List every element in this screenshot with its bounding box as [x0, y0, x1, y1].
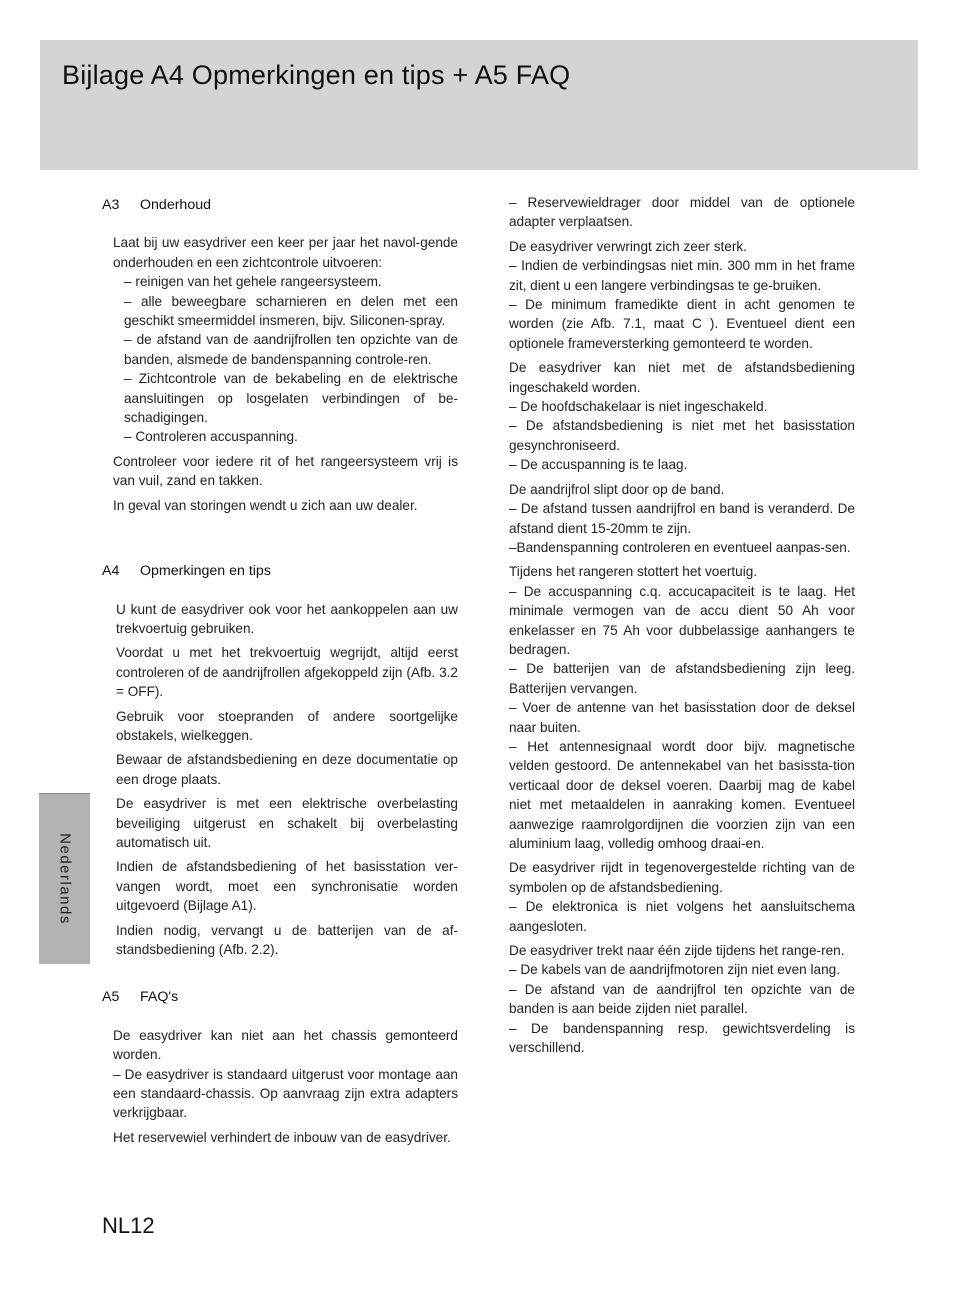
language-tab-label: Nederlands: [56, 833, 73, 925]
faq-answer: – De minimum framedikte dient in acht genomen te worden (zie Afb. 7.1, maat C ). Eventueel dient een optionele frameversterking gemonteerd te worden.: [509, 297, 855, 351]
faq-item: [509, 193, 855, 232]
faq-answer: – Indien de verbindingsas niet min. 300 mm in het frame zit, dient u een langere verbindingsas te ge-bruiken.: [509, 258, 855, 293]
faq-answer: – De batterijen van de afstandsbediening zijn leeg. Batterijen vervangen.: [509, 661, 855, 696]
section-a4-body: [102, 600, 458, 960]
section-number: A4: [102, 563, 120, 580]
list-item: – Zichtcontrole van de bekabeling en de elektrische aansluitingen op losgelaten verbindingen of be-schadigingen.: [124, 371, 458, 426]
faq-item: [509, 480, 855, 558]
faq-answer: – De kabels van de aandrijfmotoren zijn niet even lang.: [509, 962, 840, 978]
faq-item: [509, 562, 855, 853]
faq-answer: – De accuspanning is te laag.: [509, 457, 688, 473]
faq-question: De easydriver rijdt in tegenovergestelde richting van de symbolen op de afstandsbediening.: [509, 860, 855, 895]
paragraph: Laat bij uw easydriver een keer per jaar het navol-gende onderhouden en een zichtcontrole uitvoeren:: [113, 235, 458, 270]
section-title: FAQ's: [140, 989, 179, 1006]
faq-item: [113, 1026, 458, 1123]
section-number: A3: [102, 197, 120, 213]
left-column: [102, 196, 458, 1152]
list-item: – Controleren accuspanning.: [124, 429, 298, 445]
faq-answer: – Reservewieldrager door middel van de optionele adapter verplaatsen.: [509, 195, 855, 230]
faq-answer: – De easydriver is standaard uitgerust voor montage aan een standaard-chassis. Op aanvraag zijn extra adapters verkrijgbaar.: [113, 1066, 458, 1121]
paragraph: De easydriver is met een elektrische overbelasting beveiliging uitgerust en schakelt bij overbelasting automatisch uit.: [116, 796, 458, 850]
faq-item: [509, 237, 855, 353]
faq-question: De aandrijfrol slipt door op de band.: [509, 481, 725, 497]
faq-answer: – De elektronica is niet volgens het aansluitschema aangesloten.: [509, 899, 855, 934]
paragraph: Voordat u met het trekvoertuig wegrijdt, altijd eerst controleren of de aandrijfrollen afgekoppeld zijn (Afb. 3.2 = OFF).: [116, 645, 458, 700]
section-a3-body: [102, 233, 458, 515]
list-item: – de afstand van de aandrijfrollen ten opzichte van de banden, alsmede de bandenspanning controle-ren.: [124, 332, 458, 367]
faq-answer: – De afstand van de aandrijfrol ten opzichte van de banden is aan beide zijden niet parallel.: [509, 981, 855, 1017]
faq-answer: – De afstandsbediening is niet met het basisstation gesynchroniseerd.: [509, 418, 855, 453]
faq-question: Het reservewiel verhindert de inbouw van de easydriver.: [113, 1129, 451, 1145]
paragraph: Gebruik voor stoepranden of andere soortgelijke obstakels, wielkeggen.: [116, 708, 458, 743]
language-tab: [39, 793, 90, 964]
section-a5-heading: [102, 988, 458, 1007]
faq-question: De easydriver trekt naar één zijde tijdens het range-ren.: [509, 943, 845, 959]
faq-item: [509, 858, 855, 936]
faq-item: [509, 358, 855, 474]
faq-question: De easydriver kan niet aan het chassis gemonteerd worden.: [113, 1027, 458, 1063]
faq-answer: – Het antennesignaal wordt door bijv. magnetische velden gestoord. De antennekabel van het basissta-tion verticaal door de deksel voeren. Daarbij mag de kabel niet met metaaldelen in aanraking komen. Eventueel aanwezige raamrolgordijnen die voorzien zijn van een aluminium laag, volledig omhoog draai-en.: [509, 738, 855, 851]
faq-answer: – De hoofdschakelaar is niet ingeschakeld.: [509, 399, 768, 415]
page-number: NL12: [102, 1213, 155, 1238]
faq-item: [113, 1128, 458, 1147]
paragraph: U kunt de easydriver ook voor het aankoppelen aan uw trekvoertuig gebruiken.: [116, 601, 458, 636]
paragraph: Controleer voor iedere rit of het rangeersysteem vrij is van vuil, zand en takken.: [113, 453, 458, 489]
faq-answer: – De afstand tussen aandrijfrol en band is veranderd. De afstand dient 15-20mm te zijn.: [509, 501, 855, 536]
list-item: – alle beweegbare scharnieren en delen met een geschikt smeermiddel insmeren, bijv. Siliconen-spray.: [124, 293, 458, 329]
page-title: Bijlage A4 Opmerkingen en tips + A5 FAQ: [62, 60, 571, 90]
faq-question: Tijdens het rangeren stottert het voertuig.: [509, 564, 758, 580]
paragraph: In geval van storingen wendt u zich aan uw dealer.: [113, 497, 418, 513]
section-title: Opmerkingen en tips: [140, 563, 271, 580]
section-a4-heading: [102, 562, 458, 581]
paragraph: Indien de afstandsbediening of het basisstation ver-vangen wordt, moet een synchronisatie worden uitgevoerd (Bijlage A1).: [116, 859, 458, 914]
faq-answer: – De bandenspanning resp. gewichtsverdeling is verschillend.: [509, 1020, 855, 1056]
list-item: – reinigen van het gehele rangeersysteem.: [124, 274, 382, 290]
faq-answer: – Voer de antenne van het basisstation door de deksel naar buiten.: [509, 700, 855, 735]
faq-answer: – De accuspanning c.q. accucapaciteit is te laag. Het minimale vermogen van de accu dient 50 Ah voor enkelasser en 75 Ah voor dubbelassige aanhangers te bedragen.: [509, 583, 855, 657]
faq-answer: –Bandenspanning controleren en eventueel aanpas-sen.: [509, 539, 851, 555]
section-number: A5: [102, 989, 120, 1006]
paragraph: Indien nodig, vervangt u de batterijen van de af-standsbediening (Afb. 2.2).: [116, 922, 458, 957]
faq-question: De easydriver verwringt zich zeer sterk.: [509, 238, 747, 254]
faq-item: [509, 941, 855, 1057]
faq-question: De easydriver kan niet met de afstandsbediening ingeschakeld worden.: [509, 360, 855, 395]
section-a5-body: [102, 1026, 458, 1147]
paragraph: Bewaar de afstandsbediening en deze documentatie op een droge plaats.: [116, 752, 458, 787]
section-a3-heading: [102, 196, 458, 215]
right-column: [509, 193, 855, 1062]
section-title: Onderhoud: [140, 197, 211, 213]
